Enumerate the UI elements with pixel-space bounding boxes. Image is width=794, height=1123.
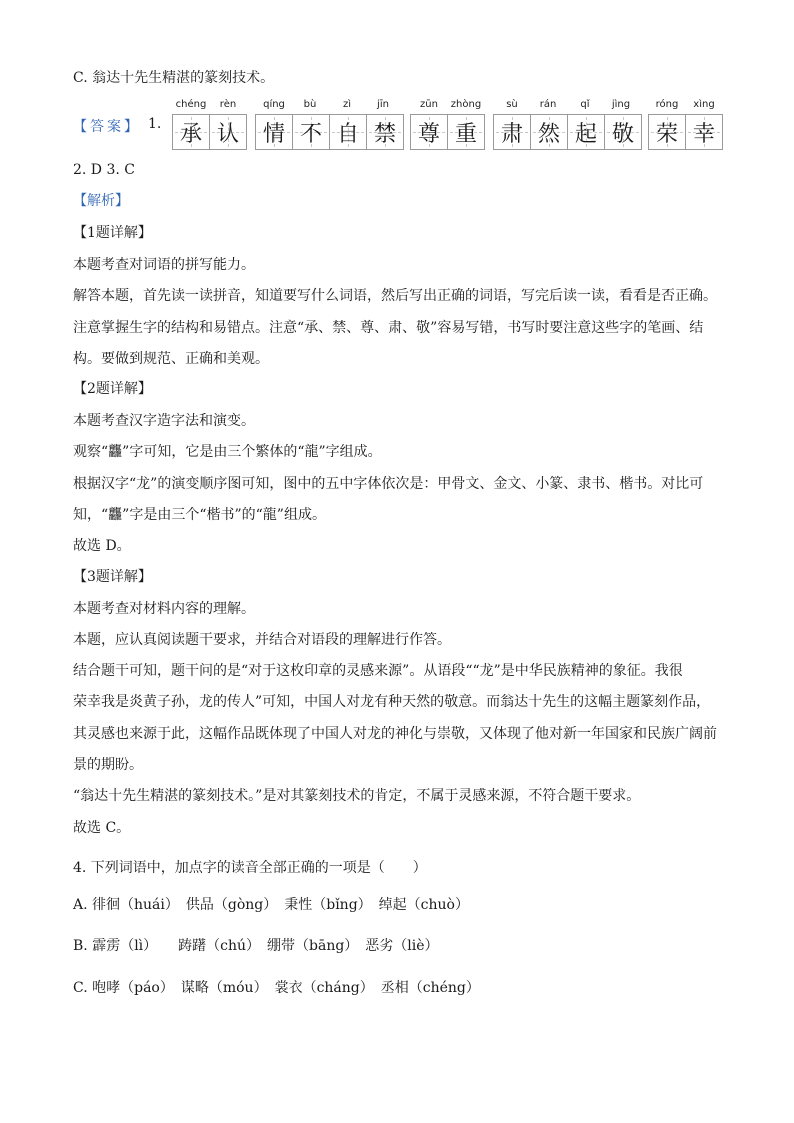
paragraph-line: 构。要做到规范、正确和美观。	[73, 351, 269, 367]
option-c: C. 咆哮（páo） 谋略（móu） 裳衣（cháng） 丞相（chéng）	[73, 980, 480, 996]
char-cell: 自	[330, 115, 367, 149]
paragraph-line: 景的期盼。	[73, 757, 143, 773]
answer-label: 【答案】	[73, 119, 141, 135]
paragraph-line: 知，“龘”字是由三个“楷书”的“龍”组成。	[73, 507, 326, 523]
paragraph-line: 故选 C。	[73, 820, 131, 836]
paragraph-line: 解答本题，首先读一读拼音，知道要写什么词语，然后写出正确的词语，写完后读一读，看看是否正确。	[73, 288, 717, 304]
char-cell: 情	[256, 115, 293, 149]
paragraph-line: 注意掌握生字的结构和易错点。注意“承、禁、尊、肃、敬”容易写错，书写时要注意这些字的笔画、结	[73, 320, 704, 336]
pinyin-label: zhòng	[450, 99, 482, 110]
paragraph-line: 本题，应认真阅读题干要求，并结合对语段的理解进行作答。	[73, 632, 451, 648]
pinyin-label: qǐ	[580, 99, 590, 110]
analysis-heading: 【解析】	[73, 193, 129, 209]
char-cell: 尊	[411, 115, 448, 149]
pinyin-label: xìng	[693, 99, 715, 110]
pinyin-label: rèn	[219, 99, 237, 110]
char-cell: 荣	[649, 115, 686, 149]
char-grid-group	[172, 114, 247, 150]
char-cell: 重	[448, 115, 484, 149]
answers-2-3: 2. D 3. C	[73, 162, 136, 178]
paragraph-line: 荣幸我是炎黄子孙，龙的传人”可知，中国人对龙有种天然的敬意。而翁达十先生的这幅主题篆刻作品，	[73, 694, 711, 710]
pinyin-label: qíng	[263, 99, 285, 110]
char-cell: 认	[210, 115, 246, 149]
pinyin-label: sù	[506, 99, 518, 110]
pinyin-label: zì	[342, 99, 352, 110]
pinyin-label: bù	[303, 99, 317, 110]
char-grid-group	[648, 114, 723, 150]
char-cell: 然	[531, 115, 568, 149]
paragraph-line: 本题考查对材料内容的理解。	[73, 601, 255, 617]
paragraph-line: 故选 D。	[73, 538, 131, 554]
paragraph-line: 根据汉字“龙”的演变顺序图可知，图中的五中字体依次是：甲骨文、金文、小篆、隶书、楷书。对比可	[73, 476, 704, 492]
char-grid-group	[410, 114, 485, 150]
option-a: A. 徘徊（huái） 供品（gòng） 秉性（bǐng） 绰起（chuò）	[73, 897, 469, 913]
pinyin-label: jìng	[611, 99, 631, 110]
char-cell: 肃	[494, 115, 531, 149]
char-grid-group	[255, 114, 404, 150]
char-cell: 禁	[367, 115, 403, 149]
char-cell: 承	[173, 115, 210, 149]
section-heading-3: 【3题详解】	[73, 569, 152, 585]
pinyin-label: zūn	[420, 99, 438, 110]
paragraph-line: 本题考查汉字造字法和演变。	[73, 413, 255, 429]
pinyin-label: jīn	[377, 99, 389, 110]
paragraph-line: 其灵感也来源于此，这幅作品既体现了中国人对龙的神化与崇敬，又体现了他对新一年国家和民族广阔前	[73, 726, 717, 742]
paragraph-line: 观察“龘”字可知，它是由三个繁体的“龍”字组成。	[73, 444, 382, 460]
char-cell: 起	[568, 115, 605, 149]
paragraph-line: 结合题干可知，题干问的是“对于这枚印章的灵感来源”。从语段““龙”是中华民族精神的象征。我很	[73, 663, 683, 679]
char-grid-group	[493, 114, 642, 150]
section-heading-1: 【1题详解】	[73, 225, 152, 241]
question-4-stem: 4. 下列词语中，加点字的读音全部正确的一项是（ ）	[73, 860, 427, 876]
pinyin-label: róng	[655, 99, 679, 110]
paragraph-line: “翁达十先生精湛的篆刻技术。”是对其篆刻技术的肯定，不属于灵感来源，不符合题干要求。	[73, 788, 641, 804]
answer-number: 1.	[148, 116, 162, 132]
option-b: B. 霹雳（lì） 踌躇（chú） 绷带（bāng） 恶劣（liè）	[73, 938, 439, 954]
paragraph-line: 本题考查对词语的拼写能力。	[73, 257, 255, 273]
pinyin-label: chéng	[175, 99, 207, 110]
char-cell: 不	[293, 115, 330, 149]
pinyin-label: rán	[539, 99, 557, 110]
option-c-text: C. 翁达十先生精湛的篆刻技术。	[73, 70, 275, 86]
section-heading-2: 【2题详解】	[73, 381, 152, 397]
char-cell: 敬	[605, 115, 641, 149]
char-cell: 幸	[686, 115, 722, 149]
